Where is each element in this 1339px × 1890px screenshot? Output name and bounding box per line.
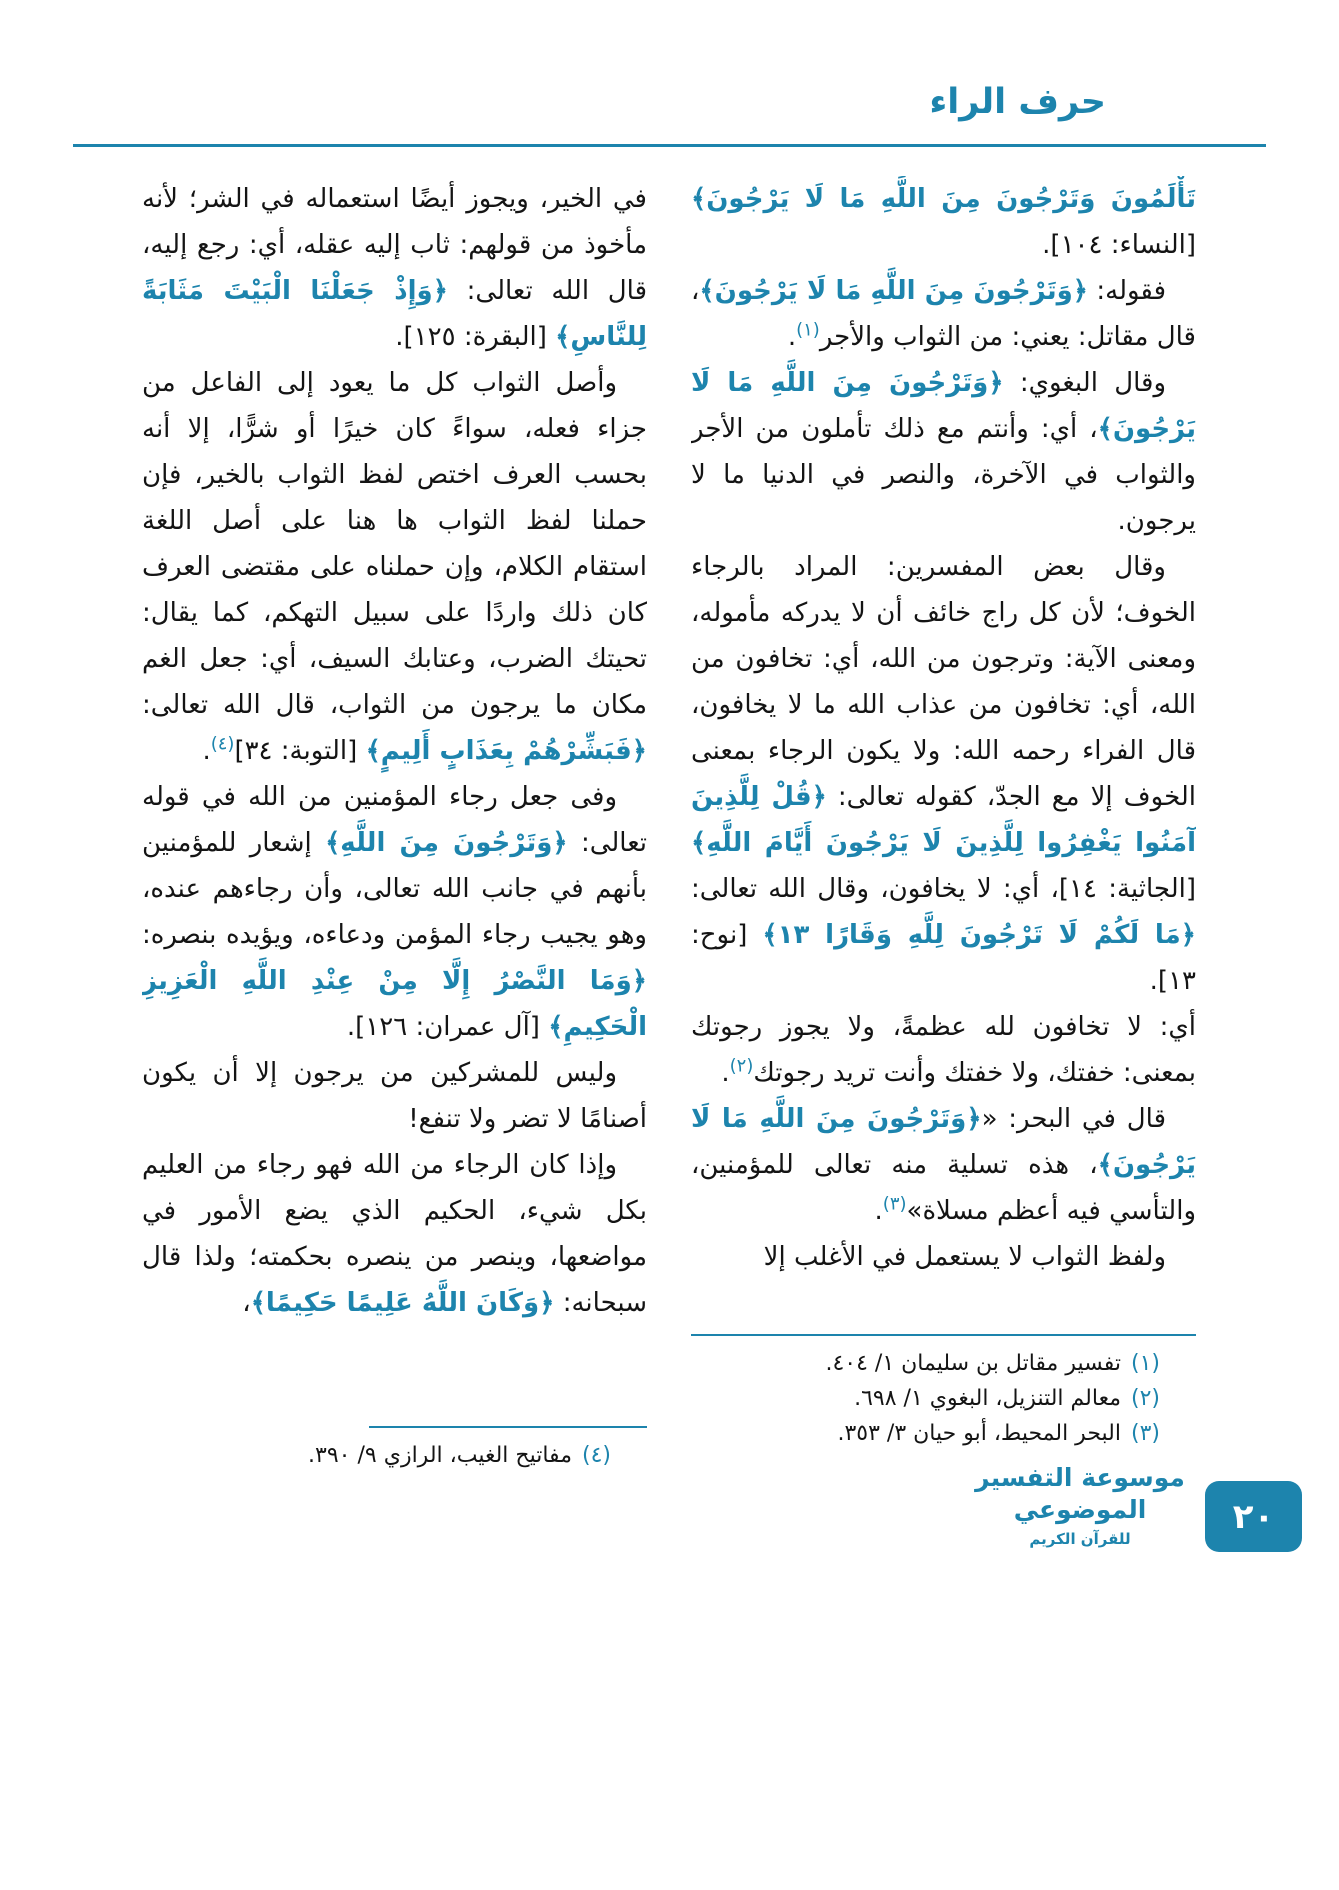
- paragraph: [691, 544, 1196, 1004]
- body-text: وقال بعض المفسرين: المراد بالرجاء الخوف؛ لأن كل راج خائف أن لا يدركه مأموله، ومعنى الآية: وترجون من الله، أي: تخافون من الله، أي: تخافون من عذاب الله ما لا يخافون، قال الفراء رحمه الله: ولا يكون الرجاء بمعنى الخوف إلا مع الجدّ، كقوله تعالى:: [691, 552, 1196, 812]
- footnote-text: معالم التنزيل، البغوي ١/ ٦٩٨.: [854, 1386, 1121, 1411]
- footnote-marker-ref: (٣): [882, 1193, 907, 1215]
- body-text: [البقرة: ١٢٥].: [395, 322, 556, 352]
- body-text: وفى جعل رجاء المؤمنين من الله في قوله تعالى:: [142, 782, 647, 858]
- footnote-number: (٤): [581, 1443, 611, 1468]
- page-number: ٢٠: [1232, 1496, 1275, 1537]
- body-text: [التوبة: ٣٤]: [234, 736, 366, 766]
- body-text: ،: [242, 1288, 251, 1318]
- paragraph: [691, 176, 1196, 268]
- chapter-title: حرف الراء: [929, 82, 1106, 122]
- paragraph: [691, 1096, 1196, 1234]
- column-left: [142, 176, 647, 1473]
- publisher-logo-subtitle: للقرآن الكريم: [1029, 1530, 1131, 1548]
- footnote-number: (٣): [1130, 1421, 1160, 1446]
- footnote-text: البحر المحيط، أبو حيان ٣/ ٣٥٣.: [837, 1421, 1121, 1446]
- body-text: فقوله:: [1087, 276, 1166, 306]
- quran-verse: ﴿وَتَرْجُونَ مِنَ اللَّهِ مَا لَا يَرْجُونَ﴾: [691, 1104, 1196, 1180]
- footnote-text: تفسير مقاتل بن سليمان ١/ ٤٠٤.: [825, 1351, 1121, 1376]
- body-text: ، هذه تسلية منه تعالى للمؤمنين، والتأسي فيه أعظم مسلاة»: [691, 1150, 1196, 1226]
- quran-verse: ﴿قُلْ لِلَّذِينَ آمَنُوا يَغْفِرُوا لِلَّذِينَ لَا يَرْجُونَ أَيَّامَ اللَّهِ﴾: [691, 782, 1196, 858]
- body-text: [النساء: ١٠٤].: [1042, 230, 1196, 260]
- body-text: [الجاثية: ١٤]، أي: لا يخافون، وقال الله تعالى:: [691, 874, 1196, 904]
- header-rule: [73, 144, 1266, 147]
- body-text: ، قال مقاتل: يعني: من الثواب والأجر: [691, 276, 1196, 352]
- body-text: وأصل الثواب كل ما يعود إلى الفاعل من جزاء فعله، سواءً كان خيرًا أو شرًّا، إلا أنه بحسب العرف اختص لفظ الثواب بالخير، فإن حملنا لفظ الثواب ها هنا على أصل اللغة استقام الكلام، وإن حملناه على مقتضى العرف كان ذلك واردًا على سبيل التهكم، كما يقال: تحيتك الضرب، وعتابك السيف، أي: جعل الغم مكان ما يرجون من الثواب، قال الله تعالى:: [142, 368, 647, 720]
- footnote-marker-ref: (١): [796, 319, 820, 341]
- column-right-footnotes: [691, 1334, 1196, 1451]
- paragraph: [142, 360, 647, 774]
- footnote-text: مفاتيح الغيب، الرازي ٩/ ٣٩٠.: [308, 1443, 572, 1468]
- body-text: [آل عمران: ١٢٦].: [346, 1012, 549, 1042]
- paragraph: [142, 176, 647, 360]
- footnote-list: [142, 1438, 647, 1473]
- body-text: [نوح: ١٣].: [691, 920, 1196, 996]
- footnote: [142, 1438, 611, 1473]
- column-right-body: [691, 176, 1196, 1326]
- text-columns: [143, 176, 1196, 1473]
- body-text: وإذا كان الرجاء من الله فهو رجاء من العليم بكل شيء، الحكيم الذي يضع الأمور في مواضعها، وينصر من ينصره بحكمته؛ ولذا قال سبحانه:: [142, 1150, 647, 1318]
- quran-verse: ﴿فَبَشِّرْهُمْ بِعَذَابٍ أَلِيمٍ﴾: [365, 736, 647, 766]
- quran-verse: ﴿وَمَا النَّصْرُ إِلَّا مِنْ عِنْدِ اللَّهِ الْعَزِيزِ الْحَكِيمِ﴾: [142, 966, 647, 1042]
- body-text: ، أي: وأنتم مع ذلك تأملون من الأجر والثواب في الآخرة، والنصر في الدنيا ما لا يرجون.: [691, 414, 1196, 536]
- footnote-number: (١): [1130, 1351, 1160, 1376]
- body-text: .: [787, 322, 797, 352]
- footnote-marker-ref: (٤): [210, 733, 235, 755]
- body-text: ولفظ الثواب لا يستعمل في الأغلب إلا: [763, 1242, 1166, 1272]
- body-text: في الخير، ويجوز أيضًا استعماله في الشر؛ لأنه مأخوذ من قولهم: ثاب إليه عقله، أي: رجع إليه، قال الله تعالى:: [142, 184, 647, 306]
- paragraph: [691, 268, 1196, 360]
- quran-verse: تَأْلَمُونَ وَتَرْجُونَ مِنَ اللَّهِ مَا لَا يَرْجُونَ﴾: [691, 184, 1196, 214]
- page-number-badge: [1205, 1481, 1302, 1552]
- quran-verse: ﴿وَتَرْجُونَ مِنَ اللَّهِ﴾: [325, 828, 568, 858]
- paragraph: [691, 1234, 1196, 1280]
- body-text: وقال البغوي:: [1003, 368, 1166, 398]
- paragraph: [142, 1142, 647, 1326]
- quran-verse: ﴿وَإِذْ جَعَلْنَا الْبَيْتَ مَثَابَةً لِلنَّاسِ﴾: [142, 276, 647, 352]
- body-text: وليس للمشركين من يرجون إلا أن يكون أصنامًا لا تضر ولا تنفع!: [142, 1058, 647, 1134]
- body-text: .: [202, 736, 211, 766]
- column-right: [691, 176, 1196, 1473]
- quran-verse: ﴿وَتَرْجُونَ مِنَ اللَّهِ مَا لَا يَرْجُونَ﴾: [699, 276, 1088, 306]
- body-text: .: [721, 1058, 730, 1088]
- column-left-body: [142, 176, 647, 1418]
- paragraph: [691, 1004, 1196, 1096]
- footnote-separator: [369, 1426, 647, 1428]
- footnote-separator: [691, 1334, 1196, 1336]
- footnote: [691, 1346, 1160, 1381]
- body-text: إشعار للمؤمنين بأنهم في جانب الله تعالى، وأن رجاءهم عنده، وهو يجيب رجاء المؤمن ودعاءه، ويؤيده بنصره:: [142, 828, 647, 950]
- footnote: [691, 1381, 1160, 1416]
- body-text: قال في البحر: «: [981, 1104, 1166, 1134]
- footnote: [691, 1416, 1160, 1451]
- body-text: أي: لا تخافون لله عظمةً، ولا يجوز رجوتك بمعنى: خفتك، ولا خفتك وأنت تريد رجوتك: [691, 1012, 1196, 1088]
- footnote-marker-ref: (٢): [729, 1055, 754, 1077]
- footnote-list: [691, 1346, 1196, 1451]
- body-text: .: [874, 1196, 883, 1226]
- column-left-footnotes: [142, 1426, 647, 1473]
- publisher-logo: [971, 1462, 1189, 1548]
- paragraph: [142, 1050, 647, 1142]
- quran-verse: ﴿وَكَانَ اللَّهُ عَلِيمًا حَكِيمًا﴾: [250, 1288, 555, 1318]
- quran-verse: ﴿مَا لَكُمْ لَا تَرْجُونَ لِلَّهِ وَقَارًا ١٣﴾: [762, 920, 1196, 950]
- paragraph: [142, 774, 647, 1050]
- quran-verse: ﴿وَتَرْجُونَ مِنَ اللَّهِ مَا لَا يَرْجُونَ﴾: [691, 368, 1196, 444]
- footnote-number: (٢): [1130, 1386, 1160, 1411]
- publisher-logo-title: موسوعة التفسير الموضوعي: [975, 1463, 1185, 1524]
- paragraph: [691, 360, 1196, 544]
